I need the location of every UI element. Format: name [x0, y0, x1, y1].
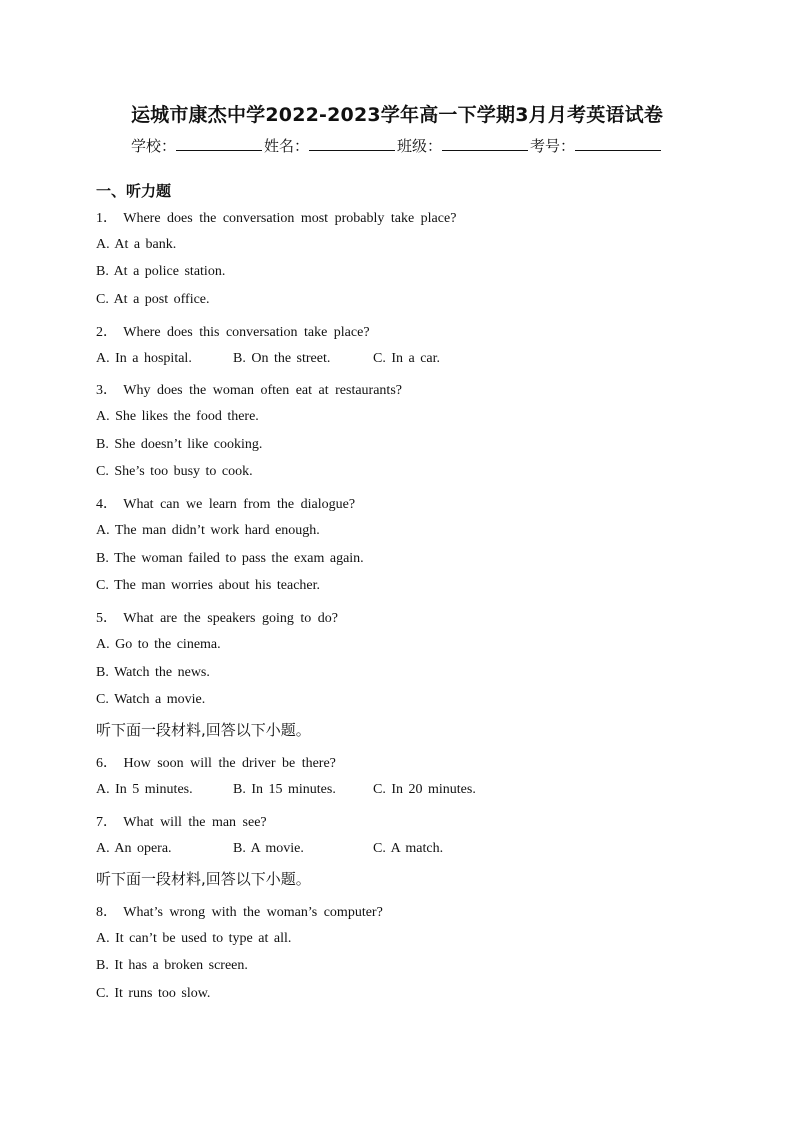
class-blank[interactable] — [442, 136, 528, 151]
q4-option-b: B. The woman failed to pass the exam again. — [96, 551, 364, 566]
q5-option-b: B. Watch the news. — [96, 665, 210, 680]
q1-option-b: B. At a police station. — [96, 264, 226, 279]
q2-option-a: A. In a hospital. — [96, 351, 192, 366]
question-4: 4． What can we learn from the dialogue? — [96, 497, 356, 512]
q7-option-c: C. A match. — [373, 841, 444, 856]
listening-note-1: 听下面一段材料,回答以下小题。 — [96, 721, 311, 739]
q1-option-c: C. At a post office. — [96, 292, 210, 307]
q3-option-b: B. She doesn’t like cooking. — [96, 437, 263, 452]
q7-options-row — [96, 841, 443, 857]
number-label: 考号： — [530, 137, 576, 155]
q6-option-c: C. In 20 minutes. — [373, 782, 476, 797]
student-info-row — [0, 135, 794, 156]
class-label: 班级： — [397, 137, 443, 155]
q6-options-row — [96, 782, 476, 798]
section-heading: 一、听力题 — [96, 182, 172, 200]
q8-option-c: C. It runs too slow. — [96, 986, 211, 1001]
q5-option-a: A. Go to the cinema. — [96, 637, 221, 652]
q7-option-a: A. An opera. — [96, 841, 172, 856]
number-blank[interactable] — [575, 136, 661, 151]
question-2: 2． Where does this conversation take place? — [96, 325, 370, 340]
q3-option-c: C. She’s too busy to cook. — [96, 464, 253, 479]
school-label: 学校： — [130, 137, 176, 155]
q3-option-a: A. She likes the food there. — [96, 409, 259, 424]
question-6: 6． How soon will the driver be there? — [96, 756, 336, 771]
q4-option-c: C. The man worries about his teacher. — [96, 578, 321, 593]
name-label: 姓名： — [263, 137, 309, 155]
q8-option-b: B. It has a broken screen. — [96, 958, 248, 973]
q6-option-b: B. In 15 minutes. — [233, 782, 336, 797]
question-5: 5． What are the speakers going to do? — [96, 611, 338, 626]
question-7: 7． What will the man see? — [96, 815, 267, 830]
q2-option-b: B. On the street. — [233, 351, 331, 366]
school-blank[interactable] — [176, 136, 262, 151]
q1-option-a: A. At a bank. — [96, 237, 177, 252]
q6-option-a: A. In 5 minutes. — [96, 782, 193, 797]
question-3: 3． Why does the woman often eat at restaurants? — [96, 383, 402, 398]
page-title: 运城市康杰中学2022-2023学年高一下学期3月月考英语试卷 — [130, 104, 664, 126]
question-1: 1． Where does the conversation most probably take place? — [96, 211, 457, 226]
q5-option-c: C. Watch a movie. — [96, 692, 206, 707]
name-blank[interactable] — [309, 136, 395, 151]
listening-note-2: 听下面一段材料,回答以下小题。 — [96, 870, 311, 888]
q8-option-a: A. It can’t be used to type at all. — [96, 931, 292, 946]
q4-option-a: A. The man didn’t work hard enough. — [96, 523, 320, 538]
q7-option-b: B. A movie. — [233, 841, 304, 856]
q2-option-c: C. In a car. — [373, 351, 441, 366]
q2-options-row — [96, 351, 440, 367]
question-8: 8． What’s wrong with the woman’s computer? — [96, 905, 383, 920]
